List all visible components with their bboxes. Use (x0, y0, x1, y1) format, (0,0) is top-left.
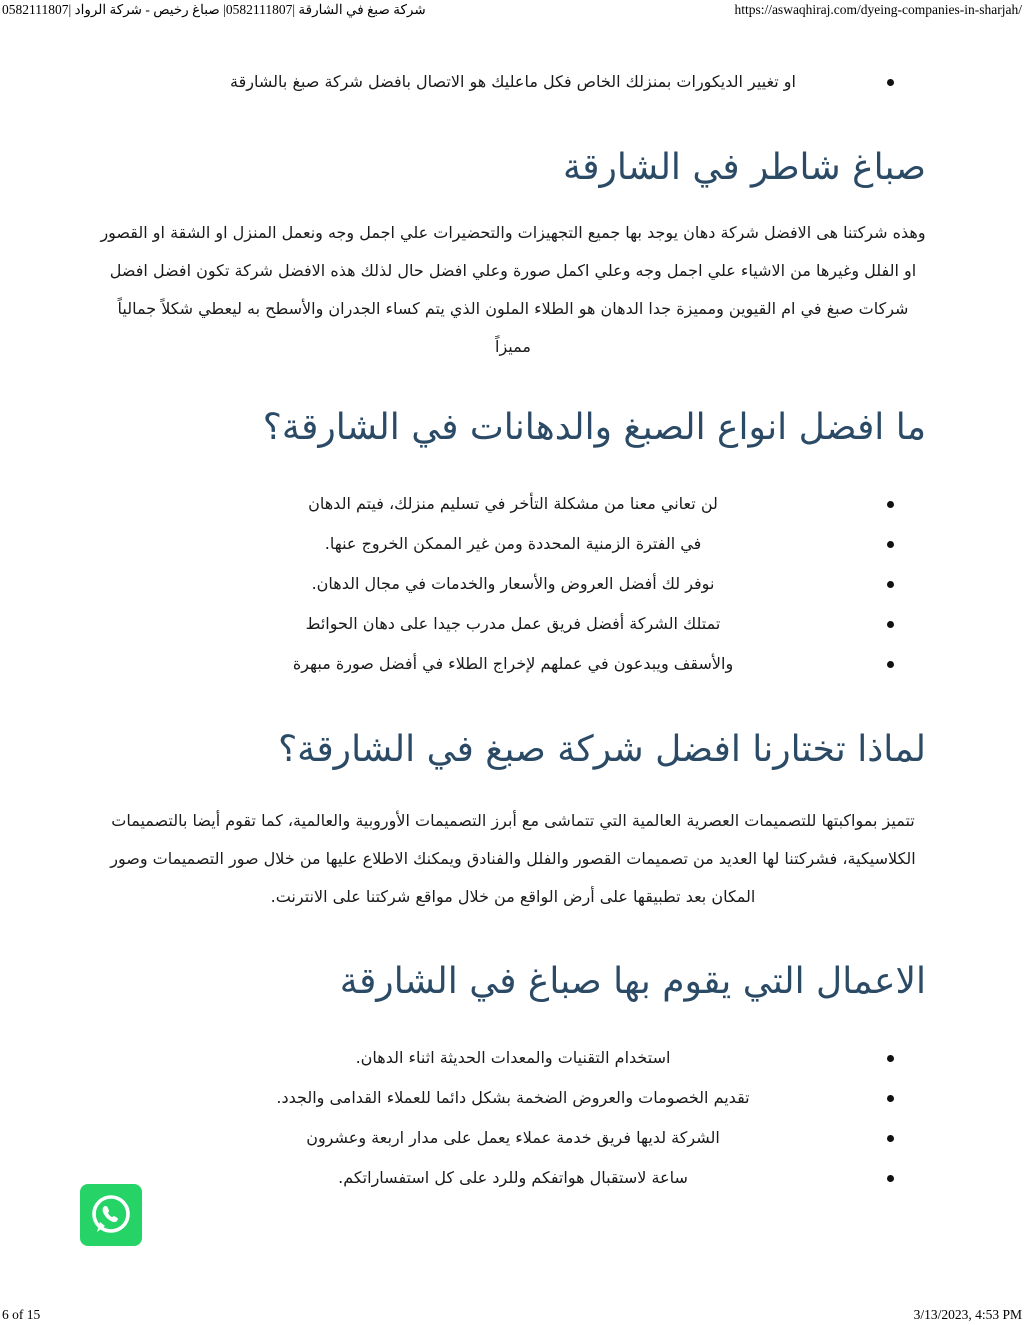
article-content (100, 62, 926, 1198)
section-heading: صباغ شاطر في الشارقة (562, 147, 926, 188)
print-datetime: 3/13/2023, 4:53 PM (913, 1307, 1022, 1322)
bullet-icon (887, 581, 894, 588)
print-header (0, 0, 1024, 20)
bullet-list (100, 484, 926, 684)
section-paragraph (100, 802, 926, 916)
bullet-list (100, 1038, 926, 1198)
bullet-icon (887, 1095, 894, 1102)
list-item: نوفر لك أفضل العروض والأسعار والخدمات في مجال الدهان. (100, 564, 926, 604)
bullet-icon (887, 621, 894, 628)
print-footer (0, 1305, 1024, 1325)
page-title: شركة صبغ في الشارقة |0582111807| صباغ رخيص - شركة الرواد |0582111807 (2, 2, 426, 17)
paragraph-line: شركات صبغ في ام القيوين ومميزة جدا الدهان هو الطلاء الملون الذي يتم كساء الجدران والأسطح به ليعطي شكلاً جمالياً مميزاً (117, 299, 909, 356)
list-item: والأسقف ويبدعون في عملهم لإخراج الطلاء في أفضل صورة مبهرة (100, 644, 926, 684)
paragraph-line: وهذه شركتنا هى الافضل شركة دهان يوجد بها جميع التجهيزات والتحضيرات علي اجمل وجه ونعمل المنزل او الشقة او القصور (100, 223, 926, 242)
list-item: او تغيير الديكورات بمنزلك الخاص فكل ماعليك هو الاتصال بافضل شركة صبغ بالشارقة (100, 62, 926, 102)
paragraph-line: او الفلل وغيرها من الاشياء علي اجمل وجه وعلي اكمل صورة وعلي افضل حال لذلك هذه الافضل شركة تكون افضل افضل (109, 261, 917, 280)
list-item: استخدام التقنيات والمعدات الحديثة اثناء الدهان. (100, 1038, 926, 1078)
bullet-icon (887, 1175, 894, 1182)
whatsapp-icon (88, 1192, 134, 1238)
bullet-icon (887, 501, 894, 508)
paragraph-line: تتميز بمواكبتها للتصميمات العصرية العالمية التي تتماشى مع أبرز التصميمات الأوروبية والعالمية، كما تقوم أيضا بالتصميمات (111, 811, 915, 830)
list-item: الشركة لديها فريق خدمة عملاء يعمل على مدار اربعة وعشرون (100, 1118, 926, 1158)
list-item: في الفترة الزمنية المحددة ومن غير الممكن الخروج عنها. (100, 524, 926, 564)
bullet-icon (887, 661, 894, 668)
section-heading: لماذا تختارنا افضل شركة صبغ في الشارقة؟ (278, 729, 926, 770)
bullet-icon (887, 1135, 894, 1142)
bullet-icon (887, 541, 894, 548)
list-item: تقديم الخصومات والعروض الضخمة بشكل دائما للعملاء القدامى والجدد. (100, 1078, 926, 1118)
top-list (100, 62, 926, 102)
list-item: ساعة لاستقبال هواتفكم وللرد على كل استفساراتكم. (100, 1158, 926, 1198)
page-number: 6 of 15 (2, 1307, 41, 1322)
whatsapp-button[interactable] (80, 1184, 142, 1246)
bullet-icon (887, 79, 894, 86)
bullet-icon (887, 1055, 894, 1062)
page-url: https://aswaqhiraj.com/dyeing-companies-in-sharjah/ (734, 2, 1022, 17)
list-item: لن تعاني معنا من مشكلة التأخر في تسليم منزلك، فيتم الدهان (100, 484, 926, 524)
section-paragraph (100, 214, 926, 366)
paragraph-line: المكان بعد تطبيقها على أرض الواقع من خلال مواقع شركتنا على الانترنت. (270, 887, 756, 906)
list-item: تمتلك الشركة أفضل فريق عمل مدرب جيدا على دهان الحوائط (100, 604, 926, 644)
paragraph-line: الكلاسيكية، فشركتنا لها العديد من تصميمات القصور والفلل والفنادق ويمكنك الاطلاع عليها من خلال صور التصميمات وصور (110, 849, 916, 868)
section-heading: ما افضل انواع الصبغ والدهانات في الشارقة؟ (262, 407, 926, 448)
section-heading: الاعمال التي يقوم بها صباغ في الشارقة (339, 961, 926, 1002)
